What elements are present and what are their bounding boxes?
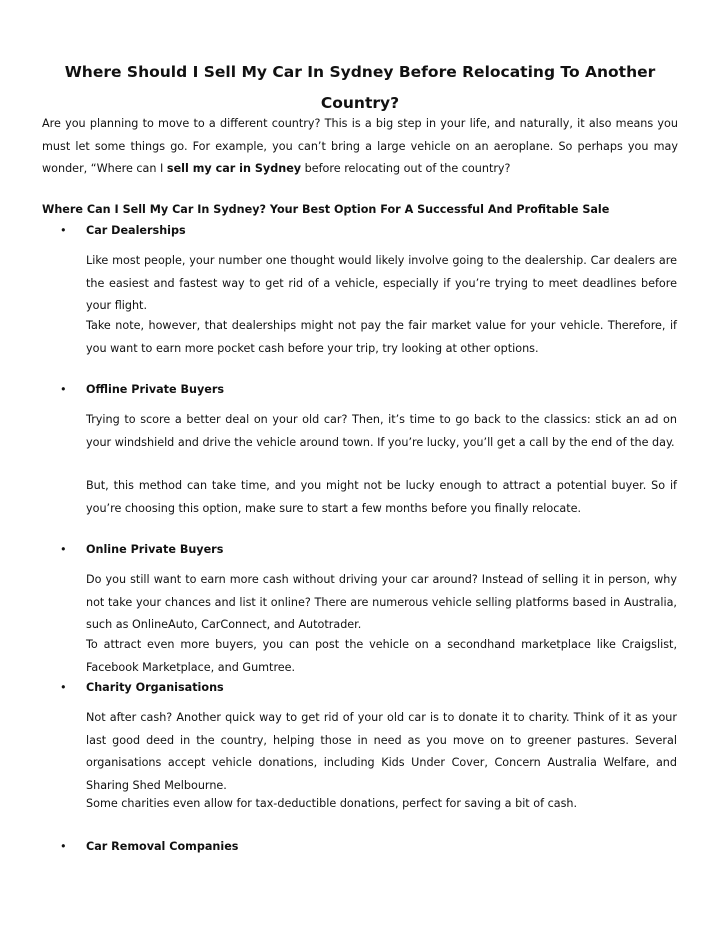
bullet-icon: • [60,543,67,556]
list-item-label-online-private-buyers: Online Private Buyers [86,543,224,556]
paragraph-car-dealerships-2: Take note, however, that dealerships might not pay the fair market value for your vehicle. Therefore, if you want to earn more pocket cash before your trip, try looking at other options. [86,319,677,355]
bullet-icon: • [60,383,67,396]
bullet-icon: • [60,681,67,694]
intro-text-end: before relocating out of the country? [301,162,511,175]
paragraph-car-dealerships-1: Like most people, your number one thought would likely involve going to the dealership. Car dealers are the easiest and fastest way to get rid of a vehicle, especially if you’re trying to meet deadlines before your flight. [86,254,677,312]
intro-paragraph [42,113,678,181]
list-item-label-offline-private-buyers: Offline Private Buyers [86,383,225,396]
section-heading: Where Can I Sell My Car In Sydney? Your Best Option For A Successful And Profitable Sale [42,203,610,216]
bullet-icon: • [60,840,67,853]
paragraph-offline-private-buyers-2: But, this method can take time, and you might not be lucky enough to attract a potential buyer. So if you’re choosing this option, make sure to start a few months before you finally relocate. [86,479,677,515]
intro-text: Are you planning to move to a different country? This is a big step in your life, and naturally, it also means you must let some things go. For example, you can’t bring a large vehicle on an aeroplane. So perhaps you may wonder, “Where can I [42,117,678,175]
list-item-label-car-dealerships: Car Dealerships [86,224,186,237]
bullet-icon: • [60,224,67,237]
paragraph-offline-private-buyers-1: Trying to score a better deal on your old car? Then, it’s time to go back to the classics: stick an ad on your windshield and drive the vehicle around town. If you’re lucky, you’ll get a call by the end of the day. [86,413,677,449]
paragraph-charity-organisations-1: Not after cash? Another quick way to get rid of your old car is to donate it to charity. Think of it as your last good deed in the country, helping those in need as you move on to greener pastures. Several organisations accept vehicle donations, including Kids Under Cover, Concern Australia Welfare, and Sharing Shed Melbourne. [86,711,677,792]
paragraph-online-private-buyers-1: Do you still want to earn more cash without driving your car around? Instead of selling it in person, why not take your chances and list it online? There are numerous vehicle selling platforms based in Australia, such as OnlineAuto, CarConnect, and Autotrader. [86,573,677,631]
list-item-label-charity-organisations: Charity Organisations [86,681,224,694]
list-item-label-car-removal-companies: Car Removal Companies [86,840,239,853]
paragraph-online-private-buyers-2: To attract even more buyers, you can post the vehicle on a secondhand marketplace like Craigslist, Facebook Marketplace, and Gumtree. [86,638,677,674]
page-title: Where Should I Sell My Car In Sydney Before Relocating To Another Country? [64,63,656,112]
intro-bold-keyword: sell my car in Sydney [166,162,302,175]
paragraph-charity-organisations-2: Some charities even allow for tax-deductible donations, perfect for saving a bit of cash. [86,797,578,810]
